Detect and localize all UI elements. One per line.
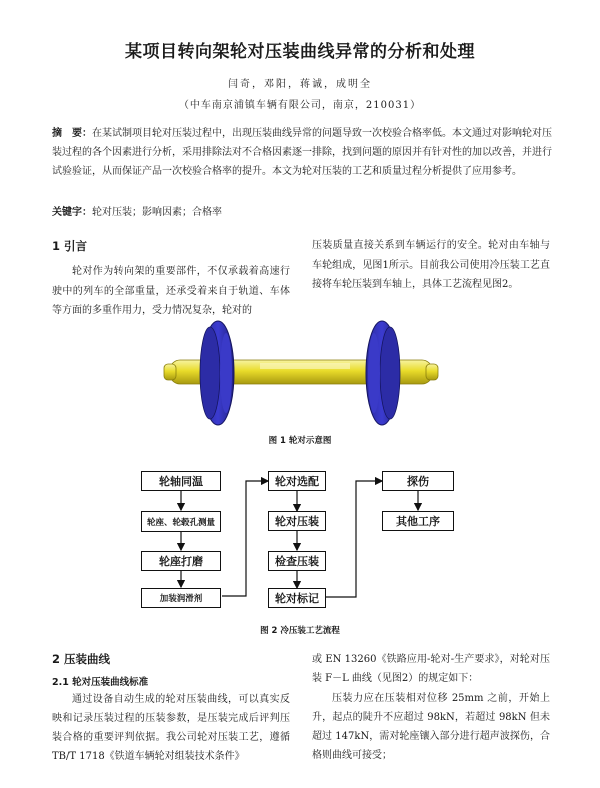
affiliation: （中车南京浦镇车辆有限公司，南京，210031） [178, 100, 422, 111]
flow-step-other-processes: 其他工序 [382, 511, 454, 531]
author-list: 闫奇，邓阳，蒋诚，成明全 [228, 79, 372, 90]
flow-step-add-lubricant: 加装润滑剂 [141, 588, 221, 608]
keywords-text: 轮对压装；影响因素；合格率 [92, 207, 222, 218]
section2-para-right-2: 压装力应在压装相对位移 25mm 之前，开始上升，起点的陡升不应超过 98kN，若超过 98kN 但未超过 147kN，需对轮座镶入部分进行超声波探伤，合格则曲线可接受； [312, 693, 550, 761]
section2-para-right-1: 或 EN 13260《铁路应用-轮对-生产要求》，对轮对压装 F－L 曲线（见图2）的规定如下： [312, 654, 550, 684]
flow-step-axle-wheel-temp: 轮轴同温 [141, 471, 221, 491]
abstract-text: 在某试制项目轮对压装过程中，出现压装曲线异常的问题导致一次校验合格率低。本文通过对影响轮对压装过程的各个因素进行分析，采用排除法对不合格因素逐一排除，找到问题的原因并有针对性的加以改善，并进行试验验证，从而保证产品一次校验合格率的提升。本文为轮对压装的工艺和质量过程分析提供了应用参考。 [52, 128, 552, 177]
section2-heading: 2 压装曲线 [52, 652, 111, 666]
flow-step-flaw-detection: 探伤 [382, 471, 454, 491]
figure1-caption: 图 1 轮对示意图 [268, 436, 332, 446]
flow-step-seat-grinding: 轮座打磨 [141, 551, 221, 571]
flow-step-bore-measure: 轮座、轮毂孔测量 [141, 511, 221, 532]
flow-step-wheelset-matching: 轮对选配 [268, 471, 326, 491]
flow-step-inspect-pressing: 检查压装 [268, 551, 326, 571]
figure2-caption: 图 2 冷压装工艺流程 [260, 626, 340, 636]
flow-step-wheelset-pressing: 轮对压装 [268, 511, 326, 531]
section2-para-left: 通过设备自动生成的轮对压装曲线，可以真实反映和记录压装过程的压装参数，是压装完成后评判压装合格的重要评判依据。我公司轮对压装工艺，遵循 TB/T 1718《铁道车辆轮对组装技术条件》 [52, 694, 290, 762]
paper-title: 某项目转向架轮对压装曲线异常的分析和处理 [125, 42, 475, 62]
flow-step-wheelset-marking: 轮对标记 [268, 588, 326, 608]
section1-para-right: 压装质量直接关系到车辆运行的安全。轮对由车轴与车轮组成，见图1所示。目前我公司使用冷压装工艺直接将车轮压装到车轴上，具体工艺流程见图2。 [312, 240, 550, 290]
section1-heading: 1 引言 [52, 239, 88, 253]
abstract-label: 摘 要： [52, 128, 92, 139]
keywords-label: 关键字： [52, 207, 92, 218]
section2-1-heading: 2.1 轮对压装曲线标准 [52, 677, 149, 688]
section1-para-left: 轮对作为转向架的重要部件，不仅承载着高速行驶中的列车的全部重量，还承受着来自于轨道、车体等方面的多重作用力，受力情况复杂，轮对的 [52, 266, 290, 316]
